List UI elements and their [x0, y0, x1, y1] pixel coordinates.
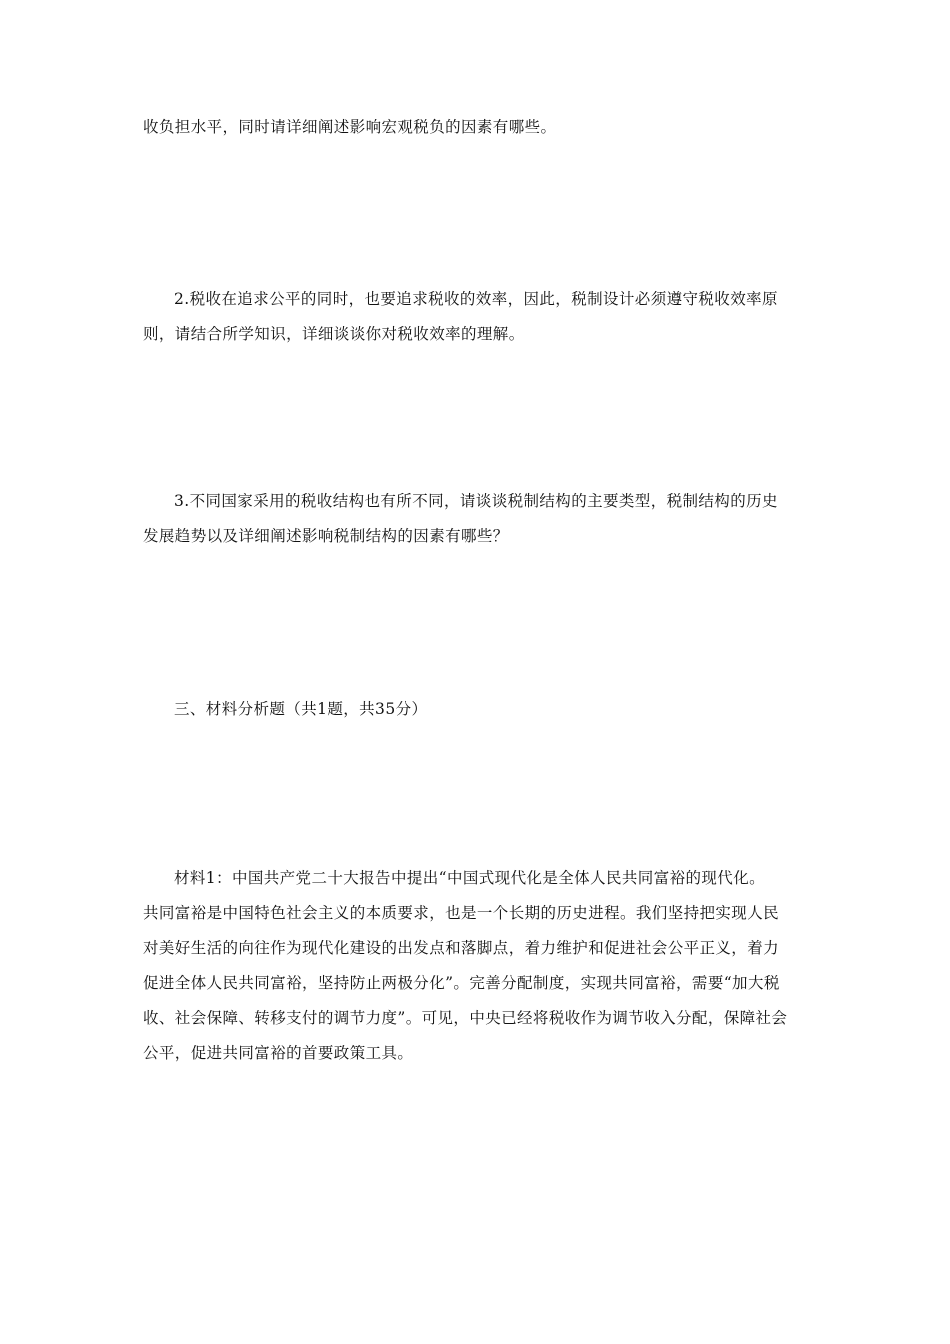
question-1-continuation: [143, 110, 813, 145]
section-heading: 三、材料分析题（共1题，共35分）: [174, 700, 428, 718]
question-2: [143, 282, 813, 352]
paragraph-line: 材料1：中国共产党二十大报告中提出“中国式现代化是全体人民共同富裕的现代化。: [174, 869, 765, 887]
paragraph-line: 则，请结合所学知识，详细谈谈你对税收效率的理解。: [143, 325, 525, 343]
paragraph-line: 2.税收在追求公平的同时，也要追求税收的效率，因此，税制设计必须遵守税收效率原: [174, 290, 778, 308]
question-3: [143, 484, 813, 554]
paragraph-line: 共同富裕是中国特色社会主义的本质要求，也是一个长期的历史进程。我们坚持把实现人民: [143, 904, 780, 922]
section-heading-material-analysis: [143, 692, 813, 727]
paragraph-line: 3.不同国家采用的税收结构也有所不同，请谈谈税制结构的主要类型，税制结构的历史: [174, 492, 778, 510]
paragraph-line: 收负担水平，同时请详细阐述影响宏观税负的因素有哪些。: [143, 118, 557, 136]
paragraph-line: 对美好生活的向往作为现代化建设的出发点和落脚点，着力维护和促进社会公平正义，着力: [143, 939, 780, 957]
material-1: [143, 861, 813, 1071]
paragraph-line: 公平，促进共同富裕的首要政策工具。: [143, 1044, 414, 1062]
paragraph-line: 发展趋势以及详细阐述影响税制结构的因素有哪些？: [143, 527, 509, 545]
paragraph-line: 收、社会保障、转移支付的调节力度”。可见，中央已经将税收作为调节收入分配，保障社会: [143, 1009, 788, 1027]
paragraph-line: 促进全体人民共同富裕，坚持防止两极分化”。完善分配制度，实现共同富裕，需要“加大税: [143, 974, 780, 992]
